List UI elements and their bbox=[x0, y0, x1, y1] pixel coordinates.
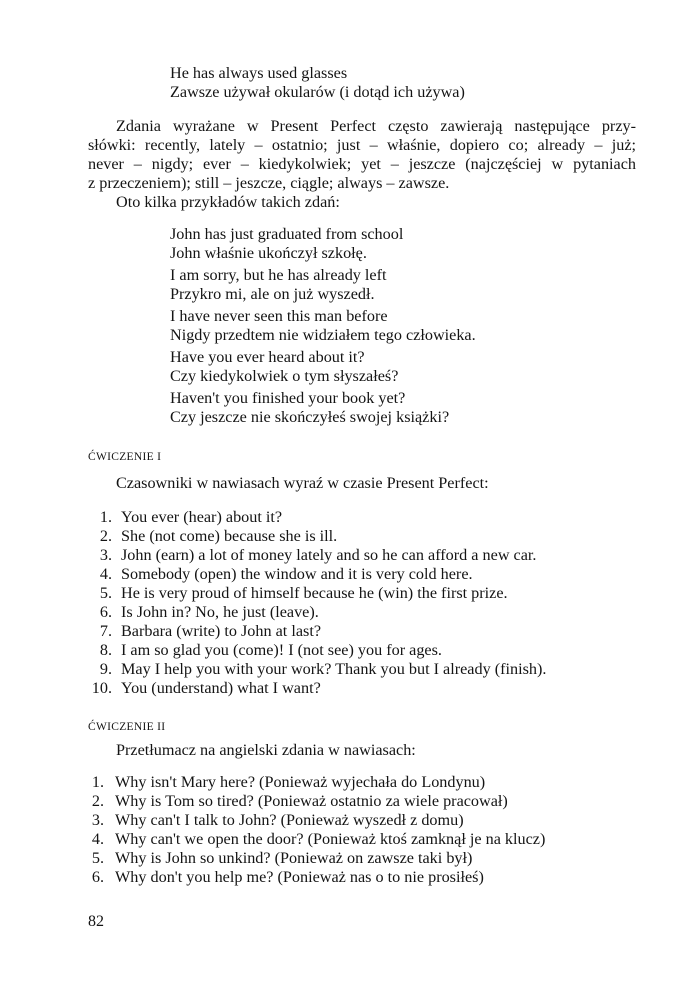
exercise-2-instruction: Przetłumacz na angielski zdania w nawiasach: bbox=[116, 741, 416, 759]
example-sentence-pl: Czy kiedykolwiek o tym słyszałeś? bbox=[170, 367, 399, 385]
exercise-1-item-text: I am so glad you (come)! I (not see) you for ages. bbox=[121, 641, 442, 659]
exercise-2-item-text: Why isn't Mary here? (Ponieważ wyjechała do Londynu) bbox=[115, 773, 486, 791]
exercise-2-item-text: Why is John so unkind? (Ponieważ on zawsze taki był) bbox=[115, 849, 473, 867]
example-sentence-pl: Przykro mi, ale on już wyszedł. bbox=[170, 285, 375, 303]
example-sentence-en: I have never seen this man before bbox=[170, 307, 388, 325]
example-sentence-en: I am sorry, but he has already left bbox=[170, 266, 387, 284]
exercise-2-item-number: 3. bbox=[91, 811, 104, 829]
example-sentence-en: John has just graduated from school bbox=[170, 225, 404, 243]
exercise-1-item-text: She (not come) because she is ill. bbox=[121, 527, 338, 545]
exercise-2-title: ĆWICZENIE II bbox=[88, 721, 166, 733]
exercise-2-item-number: 6. bbox=[91, 868, 104, 886]
exercise-2-item-number: 1. bbox=[91, 773, 104, 791]
exercise-1-item-number: 8. bbox=[99, 641, 112, 659]
exercise-1-item-text: You (understand) what I want? bbox=[121, 679, 321, 697]
exercise-1-item-text: Somebody (open) the window and it is very cold here. bbox=[121, 565, 473, 583]
exercise-1-item-text: John (earn) a lot of money lately and so he can afford a new car. bbox=[121, 546, 537, 564]
exercise-1-instruction: Czasowniki w nawiasach wyraź w czasie Present Perfect: bbox=[116, 474, 489, 492]
paragraph-line: z przeczeniem); still – jeszcze, ciągle; always – zawsze. bbox=[88, 174, 450, 192]
exercise-2-item-text: Why don't you help me? (Ponieważ nas o to nie prosiłeś) bbox=[115, 868, 484, 886]
exercise-2-item-text: Why can't I talk to John? (Ponieważ wyszedł z domu) bbox=[115, 811, 464, 829]
exercise-1-item-number: 6. bbox=[99, 603, 112, 621]
example-sentence-pl: Nigdy przedtem nie widziałem tego człowieka. bbox=[170, 326, 476, 344]
exercise-1-item-text: He is very proud of himself because he (win) the first prize. bbox=[121, 584, 508, 602]
exercise-1-item-text: Is John in? No, he just (leave). bbox=[121, 603, 319, 621]
example-sentence-en: Haven't you finished your book yet? bbox=[170, 389, 406, 407]
exercise-1-item-number: 3. bbox=[99, 546, 112, 564]
exercise-1-item-number: 1. bbox=[99, 508, 112, 526]
exercise-1-item-number: 4. bbox=[99, 565, 112, 583]
exercise-1-item-number: 7. bbox=[99, 622, 112, 640]
paragraph-line: słówki: recently, lately – ostatnio; just – właśnie, dopiero co; already – już; bbox=[88, 136, 636, 154]
exercise-2-item-text: Why is Tom so tired? (Ponieważ ostatnio za wiele pracował) bbox=[115, 792, 508, 810]
exercise-1-item-number: 10. bbox=[91, 679, 112, 697]
example-sentence-pl: John właśnie ukończył szkołę. bbox=[170, 244, 367, 262]
paragraph-line: Zdania wyrażane w Present Perfect często zawierają następujące przy- bbox=[116, 117, 636, 135]
exercise-1-item-text: May I help you with your work? Thank you but I already (finish). bbox=[121, 660, 547, 678]
intro-example-en: He has always used glasses bbox=[170, 64, 348, 82]
exercise-1-item-number: 5. bbox=[99, 584, 112, 602]
example-sentence-en: Have you ever heard about it? bbox=[170, 348, 365, 366]
exercise-2-item-text: Why can't we open the door? (Ponieważ ktoś zamknął je na klucz) bbox=[115, 830, 546, 848]
example-sentence-pl: Czy jeszcze nie skończyłeś swojej książki? bbox=[170, 408, 450, 426]
exercise-1-item-text: Barbara (write) to John at last? bbox=[121, 622, 322, 640]
paragraph-lead: Oto kilka przykładów takich zdań: bbox=[116, 193, 340, 211]
intro-example-pl: Zawsze używał okularów (i dotąd ich używa) bbox=[170, 83, 465, 101]
exercise-1-title: ĆWICZENIE I bbox=[88, 451, 162, 463]
exercise-1-item-number: 2. bbox=[99, 527, 112, 545]
page-number: 82 bbox=[88, 913, 104, 930]
exercise-2-item-number: 4. bbox=[91, 830, 104, 848]
paragraph-line: never – nigdy; ever – kiedykolwiek; yet – jeszcze (najczęściej w pytaniach bbox=[88, 155, 636, 173]
exercise-1-item-number: 9. bbox=[99, 660, 112, 678]
exercise-2-item-number: 2. bbox=[91, 792, 104, 810]
exercise-1-item-text: You ever (hear) about it? bbox=[121, 508, 283, 526]
exercise-2-item-number: 5. bbox=[91, 849, 104, 867]
